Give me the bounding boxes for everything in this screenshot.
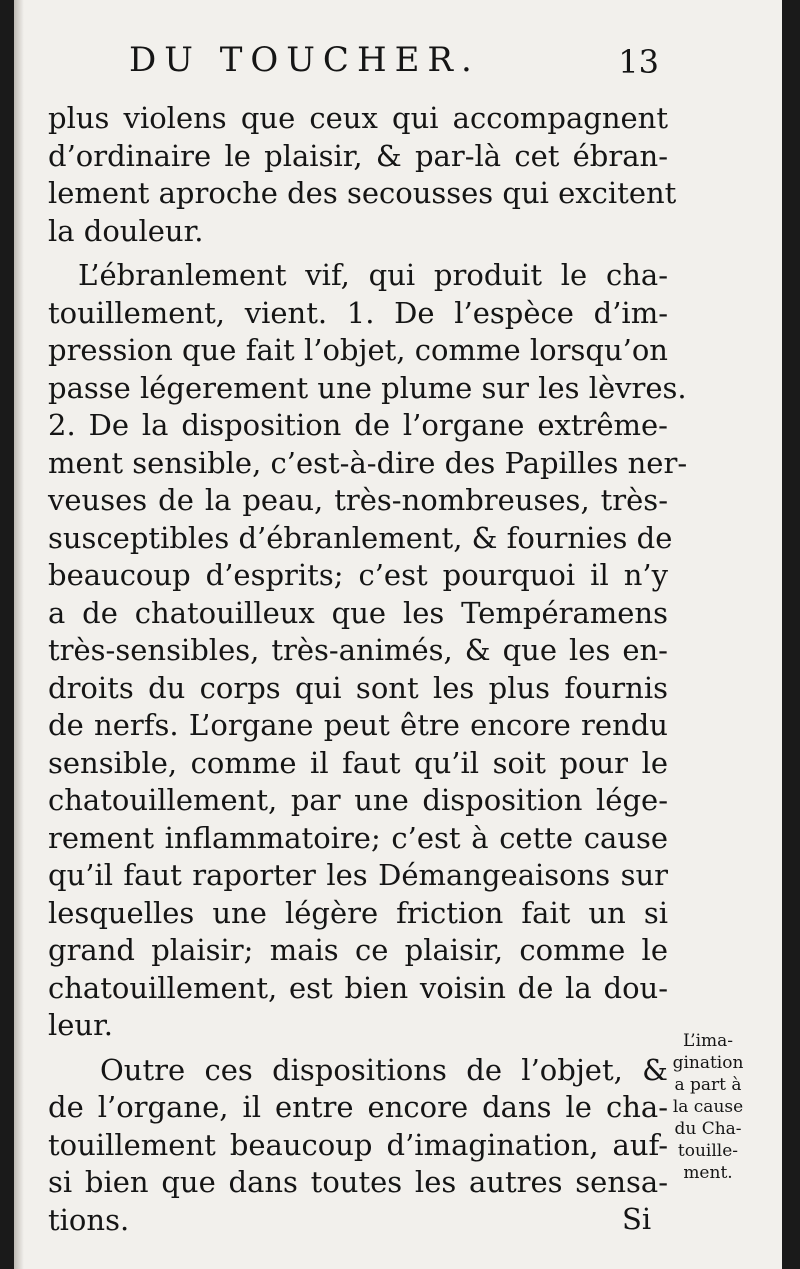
running-title: DU TOUCHER.	[129, 40, 480, 80]
margin-note	[658, 1030, 758, 1184]
page-header	[129, 40, 659, 80]
page-gutter-shadow	[14, 0, 24, 1269]
margin-note-line: ment.	[683, 1163, 733, 1183]
text-line: lement aproche des secousses qui excitent	[48, 176, 677, 210]
text-line: passe légerement une plume sur les lèvres.	[48, 370, 687, 405]
text-line: touillement, vient. 1. De l’espèce d’im-	[48, 295, 668, 330]
text-line: chatouillement, est bien voisin de la dou-	[48, 970, 668, 1005]
body-text	[48, 100, 688, 1239]
margin-note-line: L’ima-	[682, 1031, 734, 1051]
paragraph-1	[48, 100, 677, 250]
text-line: de l’organe, il entre encore dans le cha-	[48, 1090, 668, 1124]
text-line: chatouillement, par une disposition lége-	[48, 783, 668, 817]
text-line: veuses de la peau, très-nombreuses, très-	[48, 483, 668, 517]
margin-note-line: la cause	[672, 1097, 744, 1117]
text-line: pression que fait l’objet, comme lorsqu’on	[48, 333, 668, 367]
text-line: la douleur.	[48, 213, 204, 248]
text-line: susceptibles d’ébranlement, & fournies de	[48, 520, 673, 555]
margin-note-line: a part à	[674, 1075, 742, 1095]
text-line: sensible, comme il faut qu’il soit pour le	[48, 745, 668, 780]
margin-note-line: gination	[672, 1053, 744, 1073]
text-line: leur.	[48, 1008, 114, 1042]
text-line: beaucoup d’esprits; c’est pourquoi il n’y	[48, 558, 668, 592]
text-line: de nerfs. L’organe peut être encore rendu	[48, 708, 668, 742]
text-line: touillement beaucoup d’imagination, auf-	[48, 1127, 668, 1162]
text-line: a de chatouilleux que les Tempéramens	[48, 595, 668, 630]
text-line: d’ordinaire le plaisir, & par-là cet ébran-	[48, 138, 668, 173]
paragraph-2	[48, 257, 688, 1045]
text-line: lesquelles une légère friction fait un si	[48, 895, 668, 930]
catchword: Si	[622, 1202, 652, 1236]
paragraph-3	[48, 1052, 668, 1240]
text-line: rement inflammatoire; c’est à cette cause	[48, 820, 668, 855]
text-line: Outre ces dispositions de l’objet, &	[100, 1052, 668, 1087]
text-line: plus violens que ceux qui accompagnent	[48, 101, 668, 135]
page-number: 13	[618, 43, 659, 81]
text-line: grand plaisir; mais ce plaisir, comme le	[48, 933, 668, 967]
text-line: si bien que dans toutes les autres sensa-	[48, 1165, 668, 1199]
text-line: ment sensible, c’est-à-dire des Papilles ner-	[48, 445, 688, 480]
margin-note-line: du Cha-	[674, 1119, 742, 1139]
text-line: droits du corps qui sont les plus fournis	[48, 670, 668, 705]
text-line: L’ébranlement vif, qui produit le cha-	[78, 258, 668, 292]
text-line: très-sensibles, très-animés, & que les en-	[48, 633, 668, 667]
margin-note-line: touille-	[677, 1141, 739, 1161]
text-line: qu’il faut raporter les Démangeaisons sur	[48, 858, 668, 892]
book-page	[14, 0, 782, 1269]
text-line: tions.	[48, 1202, 130, 1237]
text-line: 2. De la disposition de l’organe extrême-	[48, 408, 668, 442]
